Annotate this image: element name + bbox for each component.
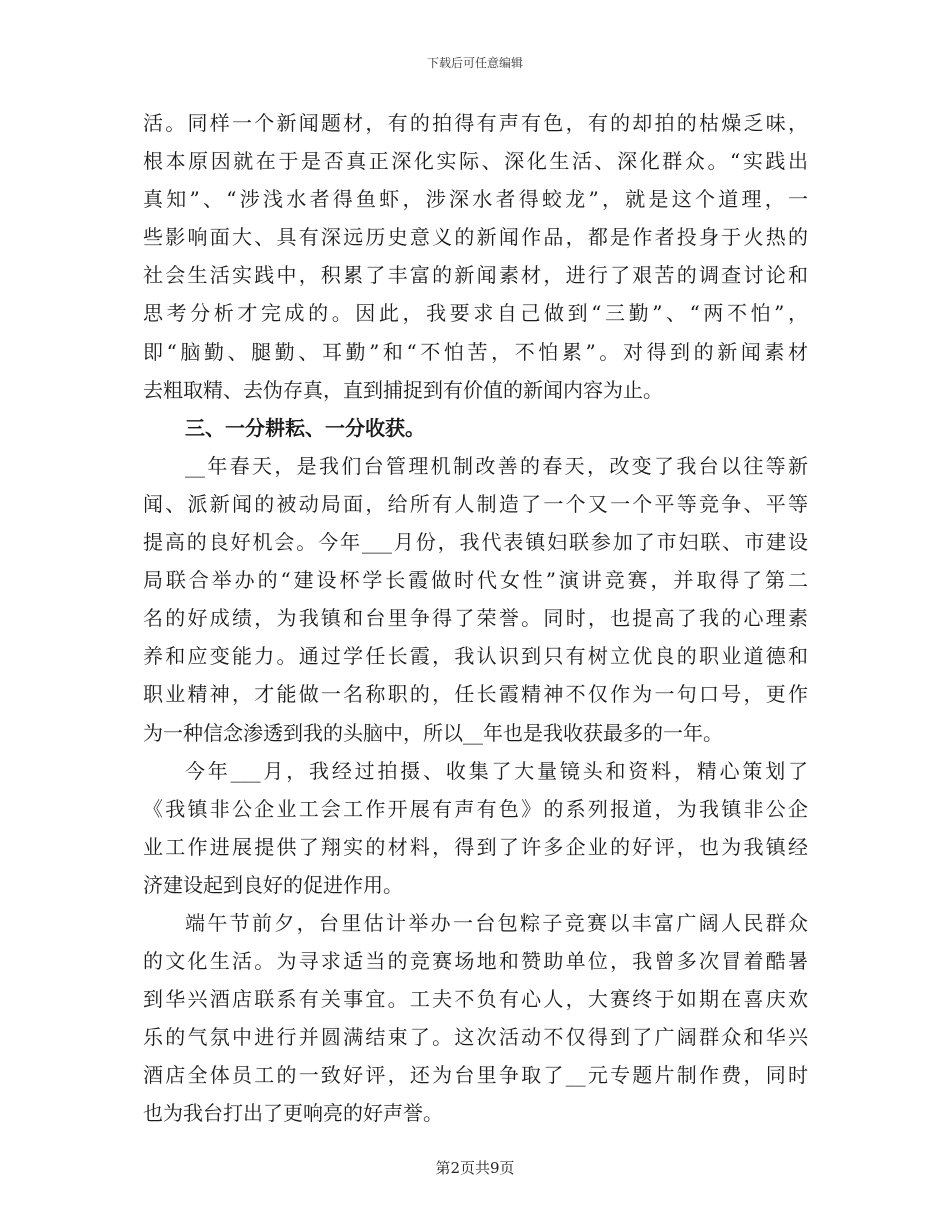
body-line: 也为我台打出了更响亮的好声誉。 [143,1101,443,1126]
body-line: 活。同样一个新闻题材，有的拍得有声有色，有的却拍的枯燥乏味， [143,111,808,135]
body-line: 职业精神，才能做一名称职的，任长霞精神不仅作为一句口号，更作 [143,682,808,707]
header-note: 下载后可任意编辑 [426,56,523,70]
section-heading: 三、一分耕耘、一分收获。 [185,415,425,440]
document-body [143,104,808,1133]
body-line: 社会生活实践中，积累了丰富的新闻素材，进行了艰苦的调查讨论和 [143,263,808,288]
body-line: 名的好成绩，为我镇和台里争得了荣誉。同时，也提高了我的心理素 [143,606,808,631]
body-line: 闻、派新闻的被动局面，给所有人制造了一个又一个平等竞争、平等 [143,491,808,516]
body-line: 思考分析才完成的。因此，我要求自己做到“三勤”、“两不怕”， [143,301,808,326]
body-line: 今年___月，我经过拍摄、收集了大量镜头和资料，精心策划了 [185,758,808,783]
body-line: 到华兴酒店联系有关事宜。工夫不负有心人，大赛终于如期在喜庆欢 [143,987,808,1012]
body-line: 局联合举办的“建设杯学长霞做时代女性”演讲竞赛，并取得了第二 [143,568,808,593]
body-line: 酒店全体员工的一致好评，还为台里争取了__元专题片制作费，同时 [143,1063,808,1088]
body-line: 济建设起到良好的促进作用。 [143,872,403,897]
body-line: 去粗取精、去伪存真，直到捕捉到有价值的新闻内容为止。 [143,377,663,402]
body-line: 即“脑勤、腿勤、耳勤”和“不怕苦，不怕累”。对得到的新闻素材 [143,339,808,364]
body-line: 提高的良好机会。今年___月份，我代表镇妇联参加了市妇联、市建设 [143,530,808,555]
body-line: 端午节前夕，台里估计举办一台包粽子竞赛以丰富广阔人民群众 [185,910,808,935]
body-line: 真知”、“涉浅水者得鱼虾，涉深水者得蛟龙”，就是这个道理，一 [143,187,808,212]
body-line: __年春天，是我们台管理机制改善的春天，改变了我台以往等新 [185,453,808,478]
body-line: 根本原因就在于是否真正深化实际、深化生活、深化群众。“实践出 [143,149,808,174]
page-number: 第2页共9页 [435,1159,515,1177]
body-line: 乐的气氛中进行并圆满结束了。这次活动不仅得到了广阔群众和华兴 [143,1025,808,1050]
body-line: 为一种信念渗透到我的头脑中，所以__年也是我收获最多的一年。 [143,720,723,745]
body-line: 《我镇非公企业工会工作开展有声有色》的系列报道，为我镇非公企 [143,796,808,821]
body-line: 养和应变能力。通过学任长霞，我认识到只有树立优良的职业道德和 [143,644,808,669]
body-line: 业工作进展提供了翔实的材料，得到了许多企业的好评，也为我镇经 [143,834,808,859]
body-line: 的文化生活。为寻求适当的竞赛场地和赞助单位，我曾多次冒着酷暑 [143,949,808,974]
body-line: 些影响面大、具有深远历史意义的新闻作品，都是作者投身于火热的 [143,225,808,250]
